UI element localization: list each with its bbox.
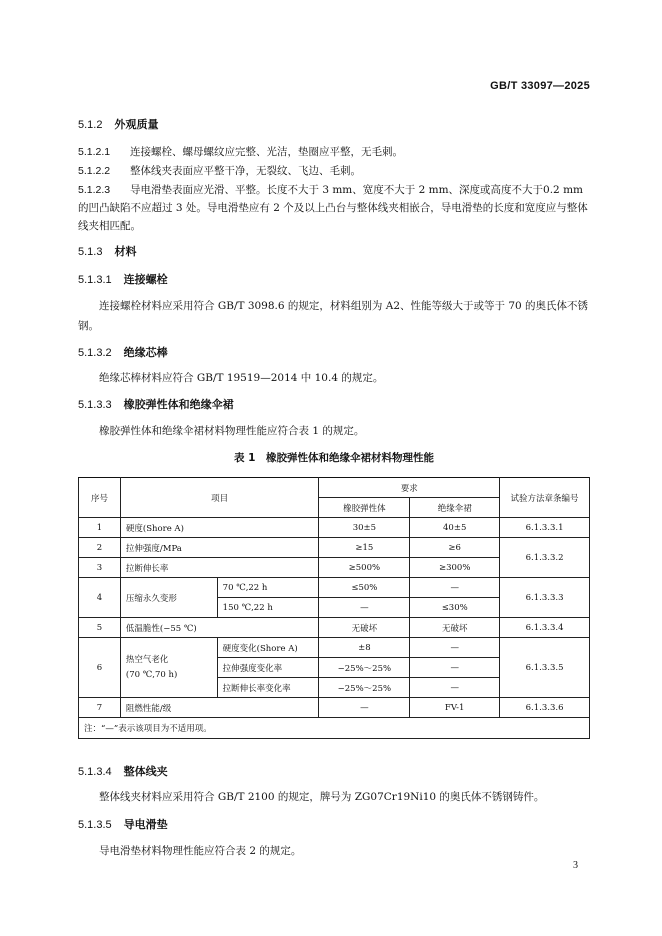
subsection-heading — [78, 397, 234, 413]
section-title: 外观质量 — [114, 118, 159, 131]
cell-method: 6.1.3.3.1 — [500, 518, 590, 538]
cell-rubber: −25%～25% — [319, 678, 410, 698]
section-title: 橡胶弹性体和绝缘伞裙 — [123, 398, 234, 411]
clause-number: 5.1.2.2 — [78, 165, 111, 177]
table-row — [79, 538, 590, 558]
table-caption: 表 1 橡胶弹性体和绝缘伞裙材料物理性能 — [234, 452, 434, 464]
section-number: 5.1.3.3 — [78, 399, 112, 411]
table-row — [79, 518, 590, 538]
section-heading — [78, 244, 136, 260]
cell-shed: FV-1 — [410, 698, 500, 718]
header-method: 试验方法章条编号 — [500, 478, 590, 518]
table-row — [79, 698, 590, 718]
cell-item — [120, 638, 217, 698]
subsection-heading — [78, 345, 168, 361]
cell-method: 6.1.3.3.5 — [500, 638, 590, 698]
cell-rubber: — — [319, 698, 410, 718]
clause-number: 5.1.2.3 — [78, 184, 111, 196]
header-no: 序号 — [79, 478, 121, 518]
cell-shed: — — [410, 678, 500, 698]
table-row — [79, 638, 590, 658]
cell-no: 1 — [79, 518, 121, 538]
cell-no: 7 — [79, 698, 121, 718]
cell-rubber: ±8 — [319, 638, 410, 658]
cell-method: 6.1.3.3.2 — [500, 538, 590, 578]
section-number: 5.1.3.2 — [78, 347, 112, 359]
cell-shed: ≥6 — [410, 538, 500, 558]
paragraph: 橡胶弹性体和绝缘伞裙材料物理性能应符合表 1 的规定。 — [99, 425, 365, 437]
section-title: 绝缘芯棒 — [123, 346, 168, 359]
cell-no: 6 — [79, 638, 121, 698]
clause — [78, 181, 590, 235]
clause-text: 导电滑垫表面应光滑、平整。长度不大于 3 mm、宽度不大于 2 mm、深度或高度不大于0.2 mm — [130, 184, 583, 196]
header-shed: 绝缘伞裙 — [410, 498, 500, 518]
cell-method: 6.1.3.3.4 — [500, 618, 590, 638]
material-properties-table — [78, 477, 590, 739]
cell-shed: — — [410, 638, 500, 658]
cell-shed: — — [410, 578, 500, 598]
subsection-heading — [78, 817, 168, 833]
paragraph: 导电滑垫材料物理性能应符合表 2 的规定。 — [99, 845, 302, 857]
cell-no: 2 — [79, 538, 121, 558]
paragraph: 绝缘芯棒材料应符合 GB/T 19519—2014 中 10.4 的规定。 — [99, 372, 384, 384]
header-item: 项目 — [120, 478, 319, 518]
section-title: 材料 — [114, 245, 137, 258]
cell-condition: 硬度变化(Shore A) — [217, 638, 319, 658]
table-header-row — [79, 478, 590, 498]
clause-number: 5.1.2.1 — [78, 146, 111, 158]
cell-shed: ≥300% — [410, 558, 500, 578]
cell-method: 6.1.3.3.6 — [500, 698, 590, 718]
cell-item-line: (70 ℃,70 h) — [125, 669, 178, 680]
section-number: 5.1.2 — [78, 119, 103, 131]
clause-text: 整体线夹表面应平整干净，无裂纹、飞边、毛刺。 — [130, 165, 361, 177]
cell-condition: 150 ℃,22 h — [217, 598, 319, 618]
cell-no: 5 — [79, 618, 121, 638]
table-note: 注：“—”表示该项目为不适用项。 — [79, 718, 590, 739]
clause-text: 连接螺栓、螺母螺纹应完整、光洁，垫圈应平整，无毛刺。 — [130, 146, 403, 158]
section-number: 5.1.3.5 — [78, 819, 112, 831]
cell-shed: 40±5 — [410, 518, 500, 538]
cell-rubber: −25%～25% — [319, 658, 410, 678]
cell-condition: 拉伸强度变化率 — [217, 658, 319, 678]
cell-rubber: 无破坏 — [319, 618, 410, 638]
subsection-heading — [78, 272, 168, 288]
cell-no: 3 — [79, 558, 121, 578]
cell-shed: 无破坏 — [410, 618, 500, 638]
clause-text-continued: 的凹凸缺陷不应超过 3 处。导电滑垫应有 2 个及以上凸台与整体线夹相嵌合，导电滑垫的长度和宽度应与整体线夹相匹配。 — [78, 202, 588, 232]
cell-shed: ≤30% — [410, 598, 500, 618]
cell-rubber: ≤50% — [319, 578, 410, 598]
page-number: 3 — [573, 860, 578, 871]
header-rubber: 橡胶弹性体 — [319, 498, 410, 518]
cell-condition: 拉断伸长率变化率 — [217, 678, 319, 698]
cell-shed: — — [410, 658, 500, 678]
cell-rubber: 30±5 — [319, 518, 410, 538]
section-title: 导电滑垫 — [123, 818, 168, 831]
cell-item: 低温脆性(−55 ℃) — [120, 618, 319, 638]
section-heading — [78, 117, 158, 133]
table-row — [79, 578, 590, 598]
cell-item: 压缩永久变形 — [120, 578, 217, 618]
paragraph: 连接螺栓材料应采用符合 GB/T 3098.6 的规定，材料组别为 A2、性能等级大于或等于 70 的奥氏体不锈钢。 — [78, 300, 589, 332]
section-title: 连接螺栓 — [123, 273, 168, 286]
cell-item: 拉断伸长率 — [120, 558, 319, 578]
subsection-heading — [78, 764, 168, 780]
header-requirement: 要求 — [319, 478, 500, 498]
cell-item-line: 热空气老化 — [125, 654, 169, 665]
cell-item: 硬度(Shore A) — [120, 518, 319, 538]
paragraph: 整体线夹材料应采用符合 GB/T 2100 的规定，牌号为 ZG07Cr19Ni10 的奥氏体不锈钢铸件。 — [99, 791, 545, 803]
clause — [78, 143, 590, 161]
cell-no: 4 — [79, 578, 121, 618]
cell-rubber: ≥15 — [319, 538, 410, 558]
section-number: 5.1.3 — [78, 246, 103, 258]
standard-code: GB/T 33097—2025 — [490, 80, 590, 92]
cell-item: 拉伸强度/MPa — [120, 538, 319, 558]
section-title: 整体线夹 — [123, 765, 168, 778]
clause — [78, 162, 590, 180]
table-row — [79, 618, 590, 638]
cell-rubber: — — [319, 598, 410, 618]
section-number: 5.1.3.1 — [78, 274, 112, 286]
cell-item: 阻燃性能/级 — [120, 698, 319, 718]
cell-rubber: ≥500% — [319, 558, 410, 578]
table-note-row — [79, 718, 590, 739]
cell-condition: 70 ℃,22 h — [217, 578, 319, 598]
section-number: 5.1.3.4 — [78, 766, 112, 778]
cell-method: 6.1.3.3.3 — [500, 578, 590, 618]
